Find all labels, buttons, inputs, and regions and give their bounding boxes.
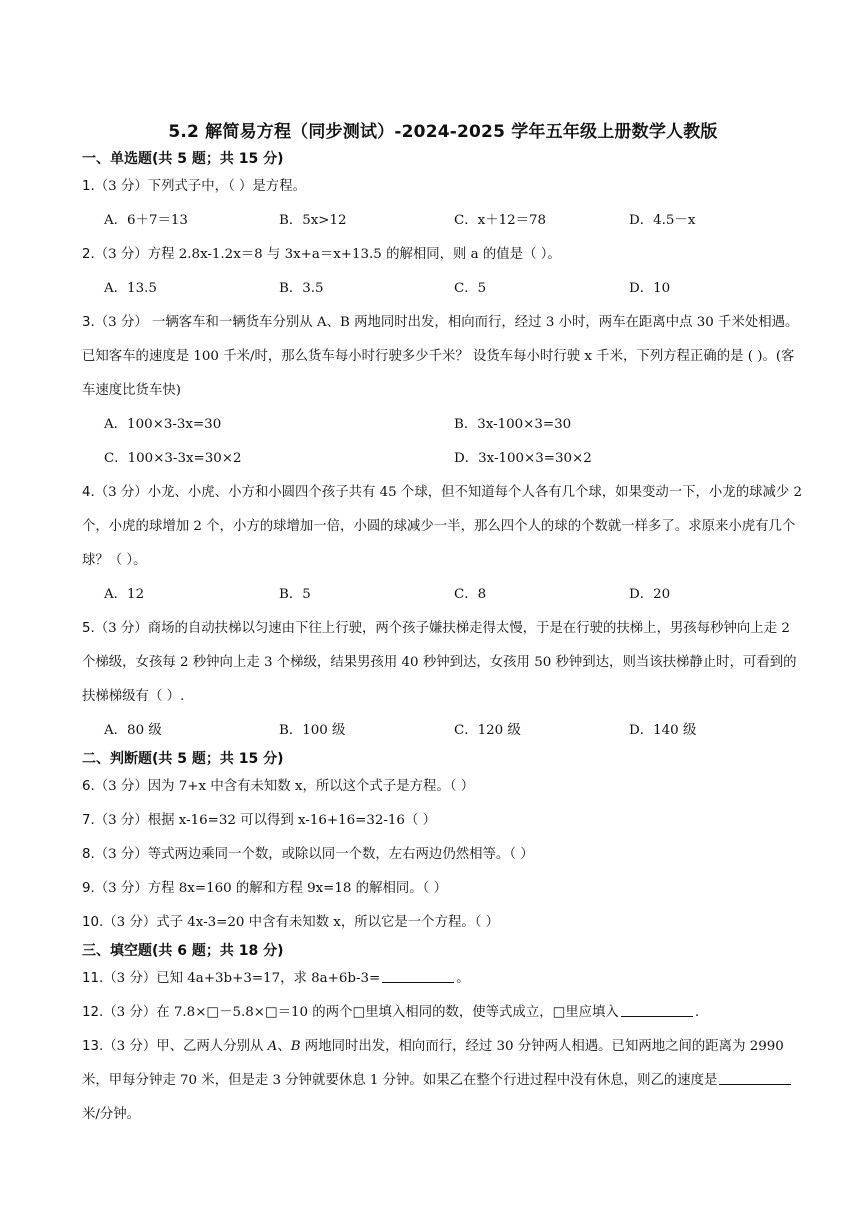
option-d: D．20 xyxy=(629,587,671,602)
question-score: （3 分） xyxy=(94,621,148,636)
option-d: D．10 xyxy=(629,281,671,296)
question-12 xyxy=(82,996,804,1030)
answer-blank[interactable] xyxy=(621,1002,693,1017)
option-b: B．100 级 xyxy=(279,723,346,738)
question-4 xyxy=(82,476,804,578)
option-a: A．100×3-3x=30 xyxy=(104,417,222,432)
question-score: （3 分） xyxy=(103,971,157,986)
question-1 xyxy=(82,170,804,204)
question-number: 6. xyxy=(82,779,95,794)
question-text-end: 。 xyxy=(456,971,470,986)
answer-blank[interactable] xyxy=(719,1070,791,1085)
question-score: （3 分） xyxy=(94,315,148,330)
question-text: 甲、乙两人分别从 xyxy=(156,1039,268,1054)
option-c: C．100×3-3x=30×2 xyxy=(104,451,242,466)
option-b: B．3x-100×3=30 xyxy=(454,417,572,432)
option-c: C．x＋12＝78 xyxy=(454,213,547,228)
question-text: 下列式子中，（ ）是方程。 xyxy=(147,179,306,194)
question-text-end: . xyxy=(694,1005,700,1020)
question-text: 在 7.8×□－5.8×□＝10 的两个□里填入相同的数，使等式成立，□里应填入 xyxy=(156,1005,619,1020)
question-10 xyxy=(82,906,804,940)
question-7 xyxy=(82,804,804,838)
question-number: 2. xyxy=(82,247,95,262)
question-text: 方程 2.8x-1.2x＝8 与 3x+a＝x+13.5 的解相同，则 a 的值是（ ）。 xyxy=(147,247,561,262)
question-text: 根据 x-16=32 可以得到 x-16+16=32-16（ ） xyxy=(147,813,436,828)
option-a: A．80 级 xyxy=(104,723,162,738)
question-5 xyxy=(82,612,804,714)
question-text: 两地同时出发，相向而行，经过 30 分钟两人相遇。已知两地之间的距离为 2990 米，甲每分钟走 70 米，但是走 3 分钟就要休息 1 分钟。如果乙在整个行进过程中没有休息，则乙的速度是 xyxy=(82,1039,784,1088)
question-text: 商场的自动扶梯以匀速由下往上行驶，两个孩子嫌扶梯走得太慢，于是在行驶的扶梯上，男孩每秒钟向上走 2 个梯级，女孩每 2 秒钟向上走 3 个梯级，结果男孩用 40 秒钟到达，女孩用 50 秒钟到达，则当该扶梯静止时，可看到的扶梯梯级有（ ）. xyxy=(82,621,797,704)
question-9 xyxy=(82,872,804,906)
question-3 xyxy=(82,306,804,408)
option-c: C．120 级 xyxy=(454,723,521,738)
question-score: （3 分） xyxy=(94,779,148,794)
question-number: 3. xyxy=(82,315,95,330)
question-6 xyxy=(82,770,804,804)
question-score: （3 分） xyxy=(94,179,148,194)
question-score: （3 分） xyxy=(103,1005,157,1020)
question-score: （3 分） xyxy=(94,485,148,500)
question-score: （3 分） xyxy=(94,881,148,896)
question-score: （3 分） xyxy=(94,813,148,828)
options-row xyxy=(82,578,804,612)
place-a-label: A xyxy=(267,1039,278,1054)
option-d: D．4.5－x xyxy=(629,213,696,228)
question-text-end: 米/分钟。 xyxy=(82,1107,141,1122)
question-13 xyxy=(82,1030,804,1132)
question-number: 5. xyxy=(82,621,95,636)
option-b: B．3.5 xyxy=(279,281,324,296)
question-number: 4. xyxy=(82,485,95,500)
answer-blank[interactable] xyxy=(382,968,454,983)
question-text: 一辆客车和一辆货车分别从 A、B 两地同时出发，相向而行，经过 3 小时，两车在距离中点 30 千米处相遇。已知客车的速度是 100 千米/时，那么货车每小时行驶多少千米？ 设货车每小时行驶 x 千米，下列方程正确的是 ( )。(客车速度比货车快) xyxy=(82,315,799,398)
options-row xyxy=(82,714,804,748)
question-text: 、 xyxy=(277,1039,291,1054)
question-score: （3 分） xyxy=(94,847,148,862)
question-number: 7. xyxy=(82,813,95,828)
question-score: （3 分） xyxy=(103,1039,157,1054)
question-8 xyxy=(82,838,804,872)
place-b-label: B xyxy=(290,1039,301,1054)
option-c: C．5 xyxy=(454,281,487,296)
question-text: 方程 8x=160 的解和方程 9x=18 的解相同。（ ） xyxy=(147,881,447,896)
option-c: C．8 xyxy=(454,587,487,602)
question-text: 等式两边乘同一个数，或除以同一个数，左右两边仍然相等。（ ） xyxy=(147,847,534,862)
question-number: 13. xyxy=(82,1039,104,1054)
question-11 xyxy=(82,962,804,996)
option-a: A．13.5 xyxy=(104,281,157,296)
options-row xyxy=(82,408,804,442)
options-row xyxy=(82,204,804,238)
document-title: 5.2 解简易方程（同步测试）-2024-2025 学年五年级上册数学人教版 xyxy=(168,122,718,142)
option-d: D．140 级 xyxy=(629,723,697,738)
section-heading-single-choice: 一、单选题(共 5 题；共 15 分) xyxy=(82,151,284,167)
question-number: 1. xyxy=(82,179,95,194)
option-b: B．5x>12 xyxy=(279,213,347,228)
question-number: 10. xyxy=(82,915,104,930)
question-2 xyxy=(82,238,804,272)
option-d: D．3x-100×3=30×2 xyxy=(454,451,592,466)
question-text: 式子 4x-3=20 中含有未知数 x，所以它是一个方程。（ ） xyxy=(156,915,500,930)
question-number: 9. xyxy=(82,881,95,896)
options-row xyxy=(82,272,804,306)
section-heading-fill-in: 三、填空题(共 6 题；共 18 分) xyxy=(82,943,284,959)
question-text: 已知 4a+3b+3=17，求 8a+6b-3= xyxy=(156,971,381,986)
question-number: 12. xyxy=(82,1005,104,1020)
question-score: （3 分） xyxy=(103,915,157,930)
question-score: （3 分） xyxy=(94,247,148,262)
section-heading-true-false: 二、判断题(共 5 题；共 15 分) xyxy=(82,751,284,767)
options-row xyxy=(82,442,804,476)
question-number: 11. xyxy=(82,971,104,986)
option-a: A．12 xyxy=(104,587,145,602)
option-b: B．5 xyxy=(279,587,311,602)
question-text: 小龙、小虎、小方和小圆四个孩子共有 45 个球，但不知道每个人各有几个球，如果变动一下，小龙的球减少 2 个，小虎的球增加 2 个，小方的球增加一倍，小圆的球减少一半，那么四个人的球的个数就一样多了。求原来小虎有几个球？（ ）。 xyxy=(82,485,803,568)
question-number: 8. xyxy=(82,847,95,862)
question-text: 因为 7+x 中含有未知数 x，所以这个式子是方程。（ ） xyxy=(147,779,475,794)
option-a: A．6＋7＝13 xyxy=(104,213,188,228)
